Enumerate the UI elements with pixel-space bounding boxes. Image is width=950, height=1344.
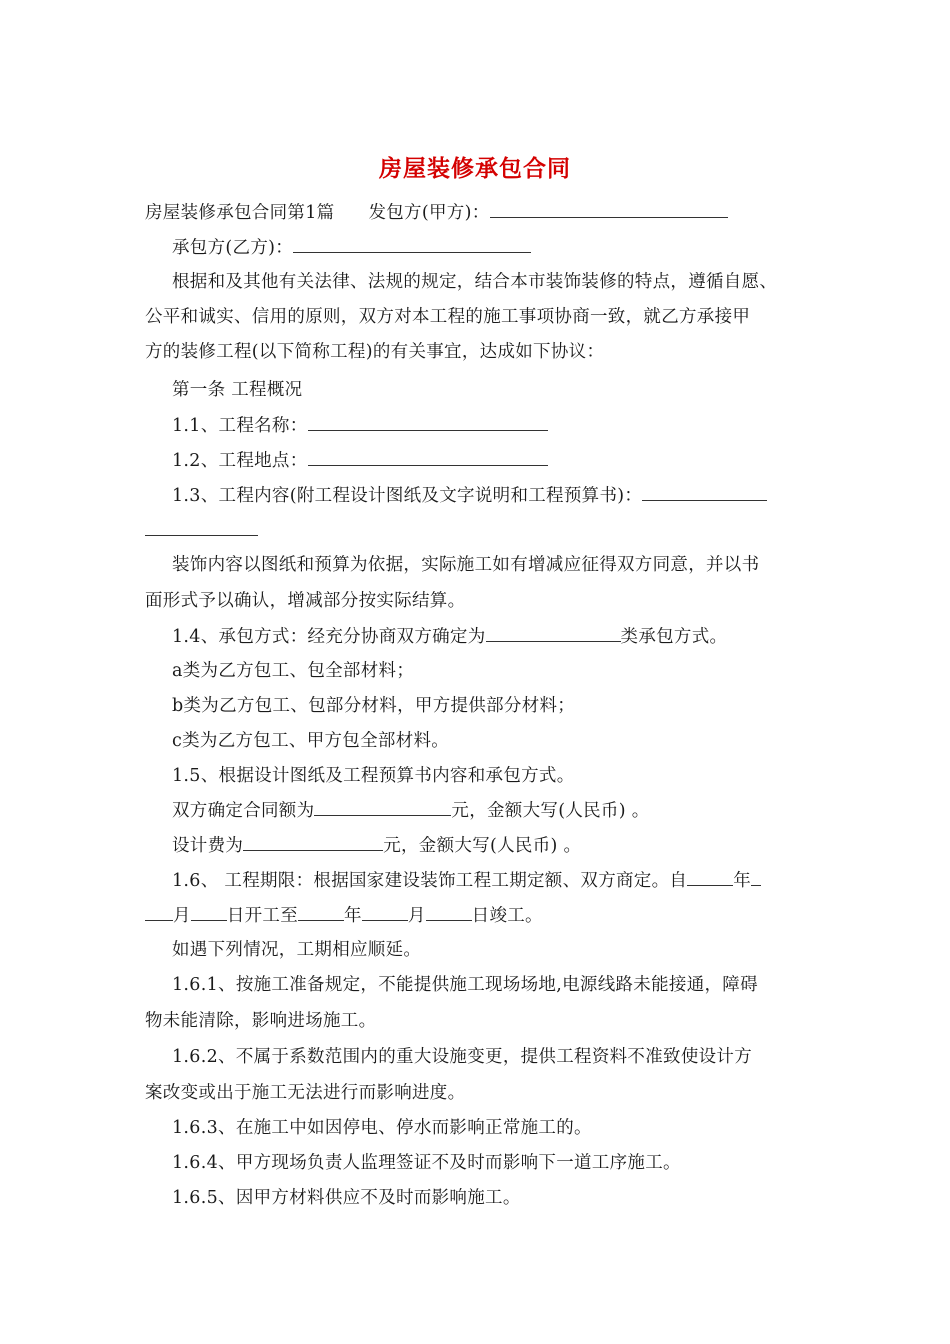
project-name-blank[interactable] [308,413,548,431]
preamble-line-3: 方的装修工程(以下简称工程)的有关事宜，达成如下协议： [145,342,605,362]
party-a-line [145,200,728,225]
party-a-blank[interactable] [490,200,728,218]
item-1-2 [172,448,548,473]
type-b: b类为乙方包工、包部分材料，甲方提供部分材料； [172,696,576,716]
item-1-3-continued [145,518,258,543]
preamble-line-2: 公平和诚实、信用的原则，双方对本工程的施工事项协商一致，就乙方承接甲 [145,307,751,327]
clause-1-6-2-line-2: 案改变或出于施工无法进行而影响进度。 [145,1083,466,1103]
clause-1-6-3: 1.6.3、在施工中如因停电、停水而影响正常施工的。 [172,1118,592,1138]
end-day-blank[interactable] [426,903,472,921]
clause-1-6-2-line-1: 1.6.2、不属于系数范围内的重大设施变更，提供工程资料不准致使设计方 [172,1047,753,1067]
item-1-4-label: 1.4、承包方式：经充分协商双方确定为 [172,627,486,647]
clause-1-6-1-line-1: 1.6.1、按施工准备规定，不能提供施工现场场地,电源线路未能接通，障碍 [172,975,758,995]
contract-amount-label: 双方确定合同额为 [172,801,315,821]
end-day-label: 日竣工。 [471,906,543,926]
item-1-3-label: 1.3、工程内容(附工程设计图纸及文字说明和工程预算书)： [172,486,643,506]
party-b-label: 承包方(乙方)： [172,238,294,258]
end-month-blank[interactable] [362,903,408,921]
design-fee-label: 设计费为 [172,836,244,856]
item-1-2-label: 1.2、工程地点： [172,451,308,471]
item-1-6-label: 1.6、 工程期限：根据国家建设装饰工程工期定额、双方商定。自 [172,871,688,891]
project-content-blank[interactable] [642,483,767,501]
section-heading: 第一条 工程概况 [172,380,303,400]
item-1-6 [172,868,761,893]
party-b-blank[interactable] [293,235,531,253]
year-label: 年 [733,871,752,891]
month-label: 月 [173,906,191,926]
design-fee-suffix: 元，金额大写(人民币) 。 [383,836,582,856]
contract-type-blank[interactable] [486,624,621,642]
clause-1-6-1-line-2: 物未能清除，影响进场施工。 [145,1011,377,1031]
project-content-blank-2[interactable] [145,518,258,536]
item-1-4-suffix: 类承包方式。 [620,627,728,647]
party-b-line [172,235,531,260]
contract-amount-suffix: 元，金额大写(人民币) 。 [451,801,650,821]
item-1-4 [172,624,727,649]
item-1-1-label: 1.1、工程名称： [172,416,308,436]
end-year-label: 年 [344,906,362,926]
decoration-line-1: 装饰内容以图纸和预算为依据，实际施工如有增减应征得双方同意，并以书 [172,555,760,575]
document-title: 房屋装修承包合同 [379,155,571,182]
clause-1-6-5: 1.6.5、因甲方材料供应不及时而影响施工。 [172,1188,521,1208]
design-fee-line [172,833,581,858]
contract-amount-line [172,798,650,823]
end-year-blank[interactable] [298,903,344,921]
item-1-3 [172,483,767,508]
end-month-label: 月 [407,906,426,926]
type-c: c类为乙方包工、甲方包全部材料。 [172,731,450,751]
preamble-line-1: 根据和及其他有关法律、法规的规定，结合本市装饰装修的特点，遵循自愿、 [172,272,778,292]
start-month-blank-a[interactable] [751,868,761,886]
project-location-blank[interactable] [308,448,548,466]
party-a-label: 发包方(甲方)： [368,203,490,223]
item-1-1 [172,413,548,438]
design-fee-blank[interactable] [243,833,383,851]
date-range-line [145,903,543,928]
start-day-blank[interactable] [191,903,227,921]
type-a: a类为乙方包工、包全部材料； [172,661,415,681]
start-day-label: 日开工至 [226,906,299,926]
chapter-label: 房屋装修承包合同第1篇 [145,203,335,223]
start-year-blank[interactable] [687,868,733,886]
delay-heading: 如遇下列情况，工期相应顺延。 [172,940,422,960]
decoration-line-2: 面形式予以确认，增减部分按实际结算。 [145,591,466,611]
item-1-5: 1.5、根据设计图纸及工程预算书内容和承包方式。 [172,766,575,786]
start-month-blank-b[interactable] [145,903,173,921]
contract-amount-blank[interactable] [314,798,451,816]
clause-1-6-4: 1.6.4、甲方现场负责人监理签证不及时而影响下一道工序施工。 [172,1153,681,1173]
